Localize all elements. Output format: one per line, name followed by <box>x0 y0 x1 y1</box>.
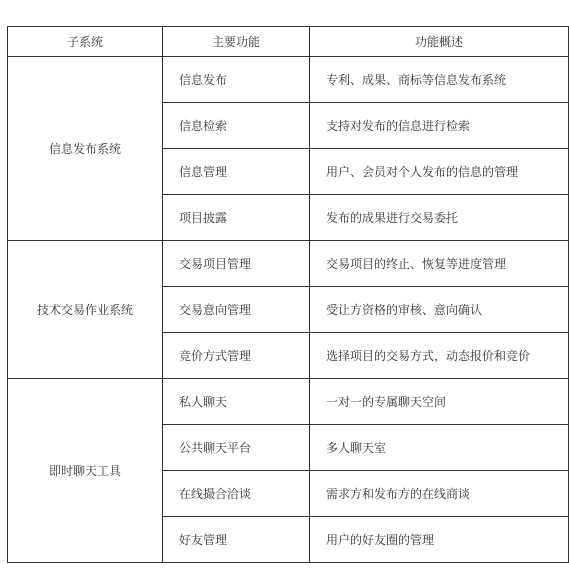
function-cell: 信息检索 <box>163 103 310 149</box>
header-subsystem: 子系统 <box>8 27 163 57</box>
table-header <box>8 27 569 57</box>
description-cell: 多人聊天室 <box>310 425 569 471</box>
description-cell: 需求方和发布方的在线商谈 <box>310 471 569 517</box>
function-table <box>7 26 569 563</box>
table-body <box>8 57 569 563</box>
subsystem-cell: 技术交易作业系统 <box>8 241 163 379</box>
table-row <box>8 379 569 425</box>
function-cell: 竞价方式管理 <box>163 333 310 379</box>
description-cell: 用户的好友圈的管理 <box>310 517 569 563</box>
table-row <box>8 241 569 287</box>
function-cell: 项目披露 <box>163 195 310 241</box>
subsystem-cell: 即时聊天工具 <box>8 379 163 563</box>
function-cell: 交易项目管理 <box>163 241 310 287</box>
function-cell: 信息管理 <box>163 149 310 195</box>
description-cell: 受让方资格的审核、意向确认 <box>310 287 569 333</box>
function-cell: 好友管理 <box>163 517 310 563</box>
function-cell: 信息发布 <box>163 57 310 103</box>
function-cell: 公共聊天平台 <box>163 425 310 471</box>
description-cell: 用户、会员对个人发布的信息的管理 <box>310 149 569 195</box>
header-main-function: 主要功能 <box>163 27 310 57</box>
function-table-container <box>7 26 569 563</box>
header-overview: 功能概述 <box>310 27 569 57</box>
description-cell: 发布的成果进行交易委托 <box>310 195 569 241</box>
description-cell: 一对一的专属聊天空间 <box>310 379 569 425</box>
table-row <box>8 57 569 103</box>
subsystem-cell: 信息发布系统 <box>8 57 163 241</box>
description-cell: 选择项目的交易方式，动态报价和竞价 <box>310 333 569 379</box>
description-cell: 交易项目的终止、恢复等进度管理 <box>310 241 569 287</box>
function-cell: 私人聊天 <box>163 379 310 425</box>
description-cell: 专利、成果、商标等信息发布系统 <box>310 57 569 103</box>
header-row <box>8 27 569 57</box>
description-cell: 支持对发布的信息进行检索 <box>310 103 569 149</box>
function-cell: 在线撮合洽谈 <box>163 471 310 517</box>
function-cell: 交易意向管理 <box>163 287 310 333</box>
